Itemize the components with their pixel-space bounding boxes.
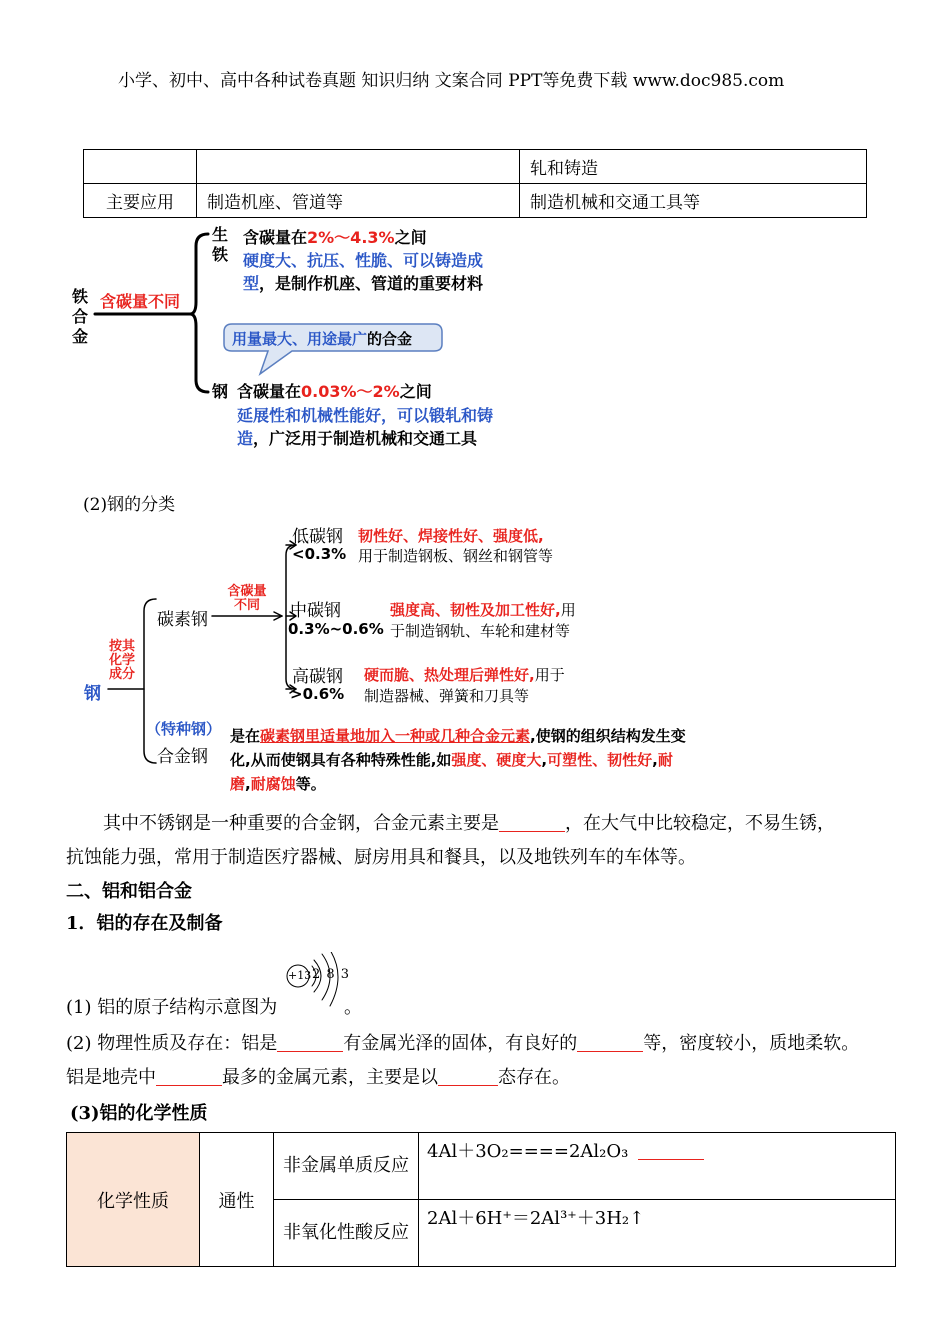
question-1: (1) 铝的原子结构示意图为	[66, 997, 278, 1018]
q-text: 等，密度较小，质地柔软。	[643, 1033, 860, 1054]
props-tail: 用于	[534, 666, 565, 684]
high-carbon-props	[364, 664, 565, 685]
property-black: ，是制作机座、管道的重要材料	[259, 274, 484, 293]
carbon-suffix: 之间	[394, 228, 427, 247]
high-carbon-use: 制造器械、弹簧和刀具等	[364, 687, 530, 705]
property-black: ，广泛用于制造机械和交通工具	[253, 429, 478, 448]
cast-iron-carbon	[243, 225, 427, 248]
table-cell	[419, 1133, 896, 1200]
mid-carbon-range: 0.3%~0.6%	[288, 620, 384, 638]
para-text: ，在大气中比较稳定，不易生锈，	[565, 813, 835, 834]
callout-blue: 用量最大、用途最广	[232, 330, 368, 348]
top-comparison-table	[83, 149, 867, 218]
carbon-steel: 碳素钢	[157, 610, 208, 630]
fill-blank[interactable]	[577, 1033, 643, 1052]
alloy-steel-description	[230, 724, 692, 796]
alloy-steel: 合金钢	[157, 747, 208, 767]
desc-highlight: 碳素钢里适量地加入一种或几种合金元素	[260, 727, 531, 745]
cast-iron-name: 生铁	[212, 225, 229, 264]
carbon-label: 含碳量不同	[227, 584, 267, 613]
mid-carbon-use: 于制造钢轨、车轮和建材等	[390, 622, 571, 640]
table-cell: 非氧化性酸反应	[274, 1200, 419, 1267]
electron-shells: 2 8 3	[312, 967, 351, 982]
cast-iron-properties	[243, 249, 501, 295]
fill-blank[interactable]	[499, 813, 565, 832]
steel-name: 钢	[212, 382, 229, 401]
desc-part: ,使钢的组织结构发生变化,从而使钢具有各种特殊性能,如	[230, 727, 686, 769]
q-text: (2) 物理性质及存在：铝是	[66, 1033, 278, 1054]
desc-part: ,	[541, 751, 548, 769]
nucleus-charge: +13	[288, 969, 312, 982]
low-carbon-name: 低碳钢	[292, 527, 343, 547]
section-heading: 二、铝和铝合金	[66, 881, 192, 902]
stainless-para-line2: 抗蚀能力强，常用于制造医疗器械、厨房用具和餐具，以及地铁列车的车体等。	[66, 847, 696, 868]
branch-label: 含碳量不同	[100, 292, 181, 311]
table-cell: 主要应用	[84, 184, 197, 218]
chem-properties-table	[66, 1132, 896, 1267]
table-cell: 制造机械和交通工具等	[520, 184, 867, 218]
desc-part: 等。	[295, 775, 326, 793]
table-cell	[197, 150, 520, 184]
mid-carbon-name: 中碳钢	[290, 601, 341, 621]
table-cell: 制造机座、管道等	[197, 184, 520, 218]
table-cell: 轧和铸造	[520, 150, 867, 184]
table-row	[84, 150, 867, 184]
carbon-suffix: 之间	[399, 382, 432, 401]
fill-blank[interactable]	[277, 1033, 343, 1052]
question-2-line2	[66, 1063, 570, 1089]
table-cell: 化学性质	[67, 1133, 200, 1267]
q-text: 态存在。	[498, 1067, 570, 1088]
carbon-range: 2%～4.3%	[307, 228, 395, 247]
table-row	[84, 184, 867, 218]
fill-blank[interactable]	[156, 1067, 222, 1086]
special-steel-label: （特种钢）	[146, 720, 222, 738]
fill-blank[interactable]	[638, 1141, 704, 1160]
table-cell: 2Al＋6H⁺＝2Al³⁺＋3H₂↑	[419, 1200, 896, 1267]
question-2-line1	[66, 1029, 859, 1055]
iron-alloy-root: 铁合金	[72, 287, 89, 346]
high-carbon-name: 高碳钢	[292, 667, 343, 687]
mid-carbon-props	[390, 599, 576, 620]
property-blue: 延展性和机械性能好，可以锻轧和铸造	[237, 406, 494, 448]
props-red: 硬而脆、热处理后弹性好,	[364, 666, 535, 684]
steel-properties	[237, 404, 499, 450]
table-row	[67, 1133, 896, 1200]
desc-part: 是在	[230, 727, 261, 745]
stainless-para-line1	[103, 809, 835, 835]
desc-part: ,	[245, 775, 251, 793]
steel-root: 钢	[84, 684, 101, 704]
property-blue: 硬度大、抗压、性脆、可以铸造成型	[243, 251, 484, 293]
steel-carbon	[237, 379, 432, 402]
q-text: 铝是地壳中	[66, 1067, 156, 1088]
para-text: 其中不锈钢是一种重要的合金钢，合金元素主要是	[103, 813, 499, 834]
props-red: 强度高、韧性及加工性好,	[390, 601, 561, 619]
callout-black: 的合金	[367, 330, 413, 348]
carbon-prefix: 含碳量在	[243, 228, 308, 247]
q-text: 最多的金属元素，主要是以	[222, 1067, 438, 1088]
low-carbon-props: 韧性好、焊接性好、强度低,	[358, 527, 544, 545]
table-cell: 非金属单质反应	[274, 1133, 419, 1200]
low-carbon-range: <0.3%	[292, 545, 347, 563]
desc-highlight: 强度、硬度大	[451, 751, 542, 769]
q-text: 有金属光泽的固体，有良好的	[343, 1033, 578, 1054]
props-tail: 用	[560, 601, 576, 619]
desc-part: ,	[652, 751, 658, 769]
equation: 4Al＋3O₂====2Al₂O₃	[427, 1141, 629, 1162]
desc-highlight: 耐腐蚀	[250, 775, 296, 793]
high-carbon-range: >0.6%	[290, 685, 345, 703]
fill-blank[interactable]	[438, 1067, 498, 1086]
table-cell: 通性	[200, 1133, 274, 1267]
carbon-prefix: 含碳量在	[237, 382, 302, 401]
low-carbon-use: 用于制造钢板、钢丝和钢管等	[358, 547, 554, 565]
sub-heading: 1．铝的存在及制备	[66, 913, 223, 934]
callout-text	[232, 328, 412, 349]
steel-heading: (2)钢的分类	[83, 495, 176, 515]
sub-heading: (3)铝的化学性质	[70, 1103, 208, 1124]
root-label: 按其化学成分	[108, 639, 135, 682]
question-1-end: 。	[344, 997, 362, 1018]
page-header: 小学、初中、高中各种试卷真题 知识归纳 文案合同 PPT等免费下载 www.doc985.com	[118, 71, 785, 91]
desc-highlight: 可塑性、韧性好	[547, 751, 653, 769]
table-cell	[84, 150, 197, 184]
brace	[190, 234, 208, 392]
desc-highlight: 耐磨	[230, 751, 673, 793]
carbon-range: 0.03%～2%	[301, 382, 400, 401]
